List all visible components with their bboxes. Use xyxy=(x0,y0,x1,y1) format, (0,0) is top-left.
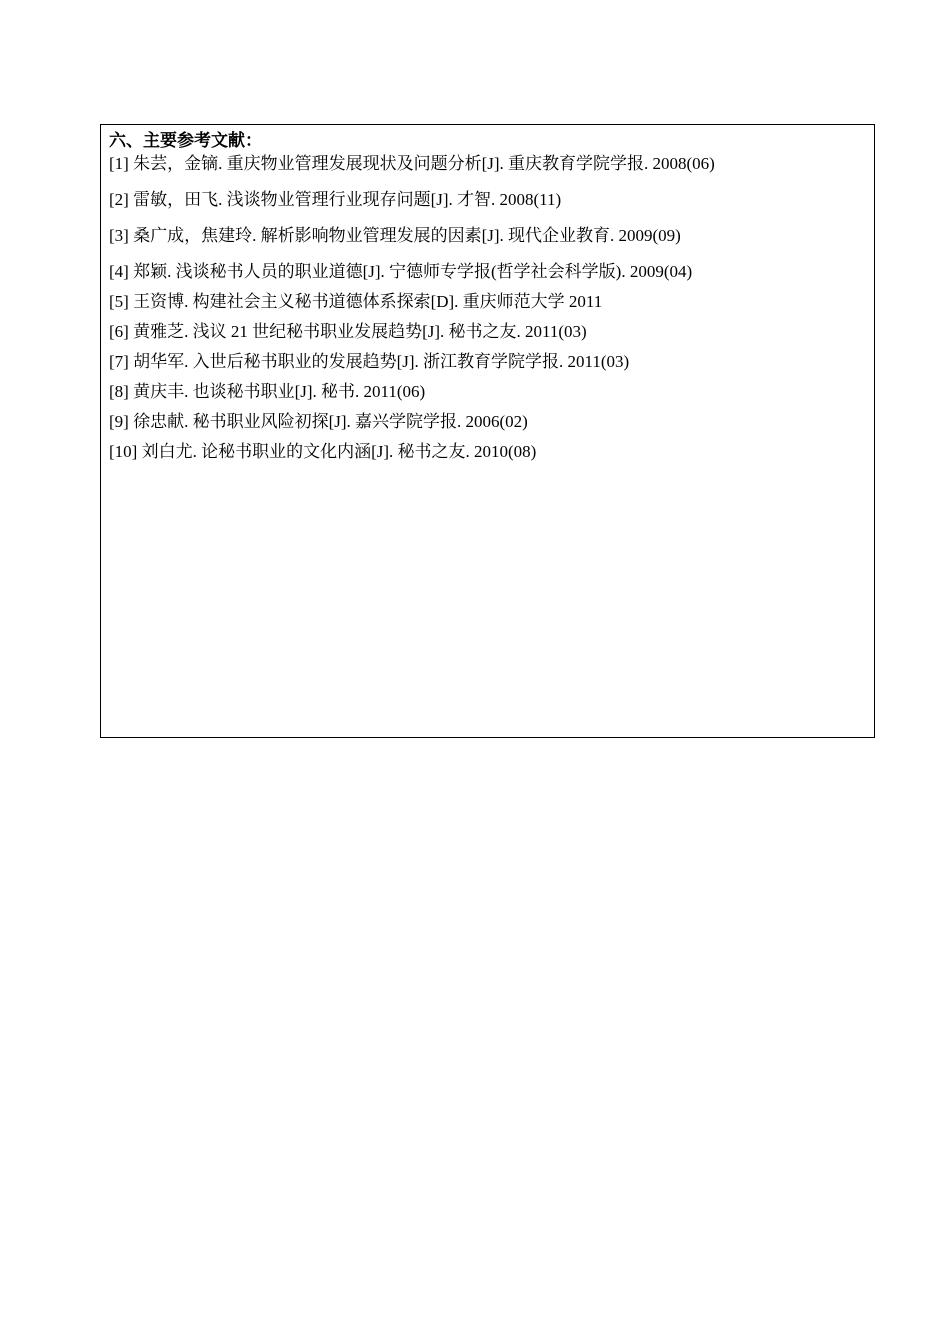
reference-item: [5] 王资博. 构建社会主义秘书道德体系探索[D]. 重庆师范大学 2011 xyxy=(109,292,603,311)
reference-item: [10] 刘白尤. 论秘书职业的文化内涵[J]. 秘书之友. 2010(08) xyxy=(109,442,537,461)
reference-item: [4] 郑颖. 浅谈秘书人员的职业道德[J]. 宁德师专学报(哲学社会科学版). 2009(04) xyxy=(109,262,693,281)
reference-item: [9] 徐忠献. 秘书职业风险初探[J]. 嘉兴学院学报. 2006(02) xyxy=(109,412,528,431)
reference-list xyxy=(109,153,866,463)
reference-item: [3] 桑广成，焦建玲. 解析影响物业管理发展的因素[J]. 现代企业教育. 2009(09) xyxy=(109,226,681,245)
section-title: 六、主要参考文献： xyxy=(109,131,262,150)
reference-item: [6] 黄雅芝. 浅议 21 世纪秘书职业发展趋势[J]. 秘书之友. 2011(03) xyxy=(109,322,587,341)
reference-item: [1] 朱芸，金镝. 重庆物业管理发展现状及问题分析[J]. 重庆教育学院学报. 2008(06) xyxy=(109,154,715,173)
reference-item: [7] 胡华军. 入世后秘书职业的发展趋势[J]. 浙江教育学院学报. 2011(03) xyxy=(109,352,630,371)
reference-item: [8] 黄庆丰. 也谈秘书职业[J]. 秘书. 2011(06) xyxy=(109,382,426,401)
reference-item: [2] 雷敏，田飞. 浅谈物业管理行业现存问题[J]. 才智. 2008(11) xyxy=(109,190,562,209)
references-table-cell xyxy=(100,124,875,738)
